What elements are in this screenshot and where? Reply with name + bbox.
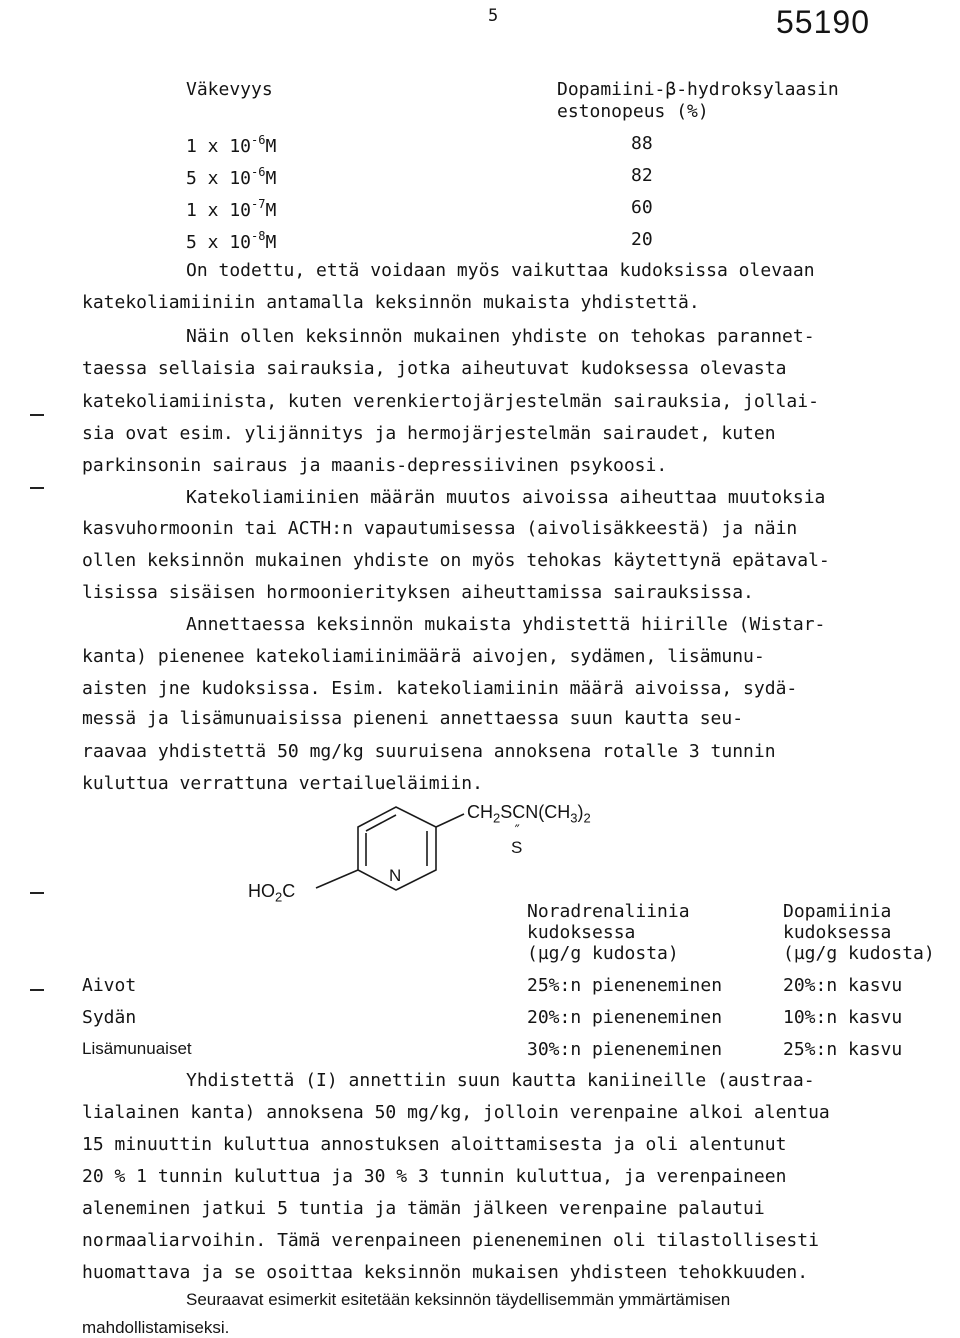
inhibition-value: 88 bbox=[631, 133, 653, 154]
text-line: aisten jne kudoksissa. Esim. katekoliamiinin määrä aivoissa, sydä- bbox=[82, 678, 798, 699]
text-line: kasvuhormoonin tai ACTH:n vapautumisessa (aivolisäkkeestä) ja näin bbox=[82, 518, 798, 539]
dopamine-change: 10%:n kasvu bbox=[783, 1007, 903, 1028]
text-line: lialainen kanta) annoksena 50 mg/kg, jolloin verenpaine alkoi alentua bbox=[82, 1102, 830, 1123]
noradrenaline-change: 30%:n pieneneminen bbox=[527, 1039, 723, 1060]
noradrenaline-change: 20%:n pieneneminen bbox=[527, 1007, 723, 1028]
text-line: katekoliamiiniin antamalla keksinnön mukaista yhdistettä. bbox=[82, 292, 700, 313]
text-line: parkinsonin sairaus ja maanis-depressiivinen psykoosi. bbox=[82, 455, 668, 476]
inhibition-value: 60 bbox=[631, 197, 653, 218]
document-number: 55190 bbox=[776, 4, 870, 40]
side-chain-formula: $CH_2SCN(CH_3)_2$ bbox=[467, 802, 591, 826]
text-line: 20 % 1 tunnin kuluttua ja 30 % 3 tunnin kuluttua, ja verenpaineen bbox=[82, 1166, 787, 1187]
noradrenaline-header-line1: Noradrenaliinia bbox=[527, 901, 690, 922]
thione-double-bond: ″ bbox=[513, 823, 522, 839]
text-line: Annettaessa keksinnön mukaista yhdistettä hiirille (Wistar- bbox=[186, 614, 826, 635]
dopamine-header-line3: (µg/g kudosta) bbox=[783, 943, 935, 964]
text-line: taessa sellaisia sairauksia, jotka aiheutuvat kudoksessa olevasta bbox=[82, 358, 787, 379]
carboxylic-acid-group: $HO_2C$ bbox=[248, 881, 296, 905]
text-line: aleneminen jatkui 5 tuntia ja tämän jälkeen verenpaine palautui bbox=[82, 1198, 765, 1219]
thione-sulfur: S bbox=[511, 838, 523, 857]
text-line: kuluttua verrattuna vertailueläimiin. bbox=[82, 773, 483, 794]
dopamine-change: 25%:n kasvu bbox=[783, 1039, 903, 1060]
text-line: Seuraavat esimerkit esitetään keksinnön täydellisemmän ymmärtämisen bbox=[186, 1290, 731, 1309]
page-number: 5 bbox=[488, 6, 499, 26]
inhibition-header-line1: Dopamiini-β-hydroksylaasin bbox=[557, 79, 839, 100]
margin-mark bbox=[30, 892, 44, 894]
text-line: kanta) pienenee katekoliamiinimäärä aivojen, sydämen, lisämunu- bbox=[82, 646, 765, 667]
text-line: normaaliarvoihin. Tämä verenpaineen pieneneminen oli tilastollisesti bbox=[82, 1230, 819, 1251]
noradrenaline-change: 25%:n pieneneminen bbox=[527, 975, 723, 996]
dopamine-header-line1: Dopamiinia bbox=[783, 901, 892, 922]
pyridine-ring-drawing bbox=[300, 800, 470, 910]
dopamine-change: 20%:n kasvu bbox=[783, 975, 903, 996]
margin-mark bbox=[30, 414, 44, 416]
organ-label: Aivot bbox=[82, 975, 137, 996]
concentration-cell: 1 x $10^{-6}M$ bbox=[186, 133, 277, 157]
concentration-cell: 5 x $10^{-6}M$ bbox=[186, 165, 277, 189]
text-line: On todettu, että voidaan myös vaikuttaa kudoksissa olevaan bbox=[186, 260, 815, 281]
text-line: ollen keksinnön mukainen yhdiste on myös tehokas käytettynä epätaval- bbox=[82, 550, 830, 571]
text-line: lisissa sisäisen hormoonierityksen aiheuttamissa sairauksissa. bbox=[82, 582, 754, 603]
inhibition-value: 20 bbox=[631, 229, 653, 250]
text-line: Katekoliamiinien määrän muutos aivoissa aiheuttaa muutoksia bbox=[186, 487, 826, 508]
inhibition-header-line2: estonopeus (%) bbox=[557, 101, 709, 122]
inhibition-value: 82 bbox=[631, 165, 653, 186]
concentration-cell: 1 x $10^{-7}M$ bbox=[186, 197, 277, 221]
noradrenaline-header-line2: kudoksessa bbox=[527, 922, 636, 943]
text-line: Näin ollen keksinnön mukainen yhdiste on tehokas parannet- bbox=[186, 326, 815, 347]
organ-label: Lisämunuaiset bbox=[82, 1039, 192, 1058]
noradrenaline-header-line3: (µg/g kudosta) bbox=[527, 943, 679, 964]
concentration-cell: 5 x $10^{-8}M$ bbox=[186, 229, 277, 253]
text-line: sia ovat esim. ylijännitys ja hermojärjestelmän sairaudet, kuten bbox=[82, 423, 776, 444]
text-line: katekoliamiinista, kuten verenkiertojärjestelmän sairauksia, jollai- bbox=[82, 391, 819, 412]
text-line: messä ja lisämunuaisissa pieneni annettaessa suun kautta seu- bbox=[82, 708, 744, 729]
text-line: raavaa yhdistettä 50 mg/kg suuruisena annoksena rotalle 3 tunnin bbox=[82, 741, 776, 762]
text-line: 15 minuuttin kuluttua annostuksen aloittamisesta ja oli alentunut bbox=[82, 1134, 787, 1155]
text-line: huomattava ja se osoittaa keksinnön mukaisen yhdisteen tehokkuuden. bbox=[82, 1262, 809, 1283]
text-line: mahdollistamiseksi. bbox=[82, 1318, 230, 1337]
dopamine-header-line2: kudoksessa bbox=[783, 922, 892, 943]
organ-label: Sydän bbox=[82, 1007, 137, 1028]
concentration-header: Väkevyys bbox=[186, 79, 273, 100]
margin-mark bbox=[30, 989, 44, 991]
ring-nitrogen: N bbox=[389, 866, 402, 885]
text-line: Yhdistettä (I) annettiin suun kautta kaniineille (austraa- bbox=[186, 1070, 815, 1091]
margin-mark bbox=[30, 487, 44, 489]
